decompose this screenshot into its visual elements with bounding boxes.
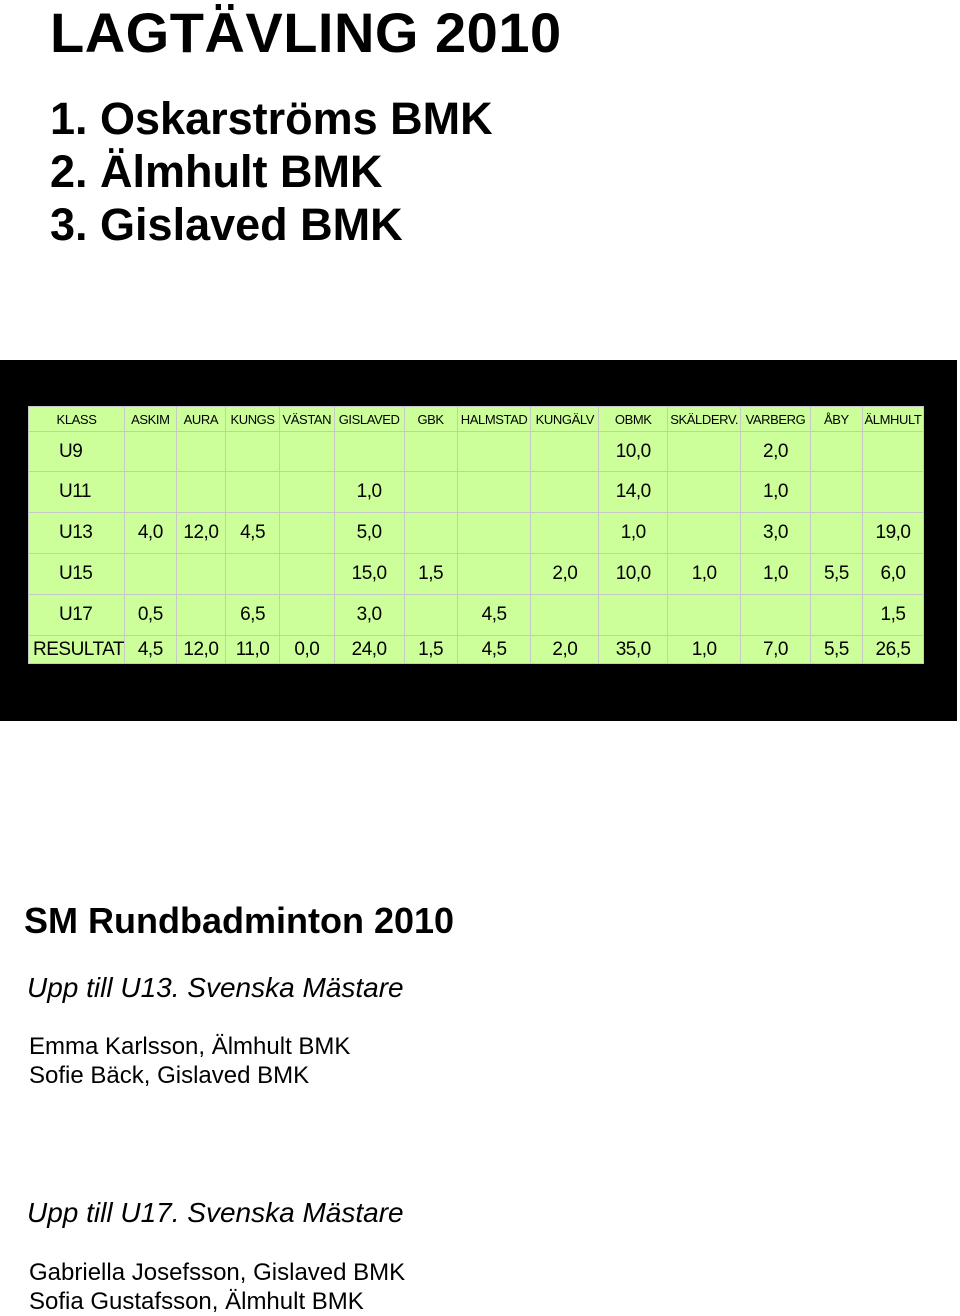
table-row-u9: [29, 432, 924, 472]
table-cell: [531, 472, 599, 513]
table-cell: [125, 472, 177, 513]
table-cell: [279, 472, 334, 513]
list-item: Sofie Bäck, Gislaved BMK: [29, 1062, 310, 1089]
column-header-vastan: VÄSTAN: [279, 407, 334, 432]
table-cell: [226, 472, 280, 513]
list-item: Sofia Gustafsson, Älmhult BMK: [29, 1288, 364, 1315]
team-ranking-list: [50, 92, 493, 251]
table-cell: [176, 554, 226, 595]
u13-champions-list: [29, 1032, 350, 1090]
table-cell: [404, 595, 457, 636]
table-cell: [599, 595, 668, 636]
table-cell: 5,5: [810, 554, 862, 595]
table-cell: U13: [29, 513, 125, 554]
u17-champions-heading: Upp till U17. Svenska Mästare: [27, 1197, 404, 1228]
column-header-halmstad: HALMSTAD: [457, 407, 531, 432]
table-header-row: [29, 407, 924, 432]
table-cell: [531, 595, 599, 636]
page-title: LAGTÄVLING 2010: [50, 1, 562, 64]
table-cell: 1,0: [741, 472, 811, 513]
table-cell: 19,0: [863, 513, 924, 554]
table-cell: 3,0: [334, 595, 404, 636]
table-cell: [279, 554, 334, 595]
table-cell: [404, 432, 457, 472]
table-row-u15: [29, 554, 924, 595]
table-cell: 35,0: [599, 636, 668, 664]
table-cell: [334, 432, 404, 472]
table-cell: 5,0: [334, 513, 404, 554]
table-cell: [810, 472, 862, 513]
table-row-u11: [29, 472, 924, 513]
table-cell: 1,0: [599, 513, 668, 554]
table-cell: 3,0: [741, 513, 811, 554]
u13-champions-heading: Upp till U13. Svenska Mästare: [27, 972, 404, 1003]
table-cell: [741, 595, 811, 636]
table-cell: [668, 472, 741, 513]
table-cell: RESULTAT: [29, 636, 125, 664]
table-cell: U17: [29, 595, 125, 636]
table-cell: [176, 432, 226, 472]
ranking-item-1: 1. Oskarströms BMK: [50, 93, 493, 144]
table-cell: 12,0: [176, 636, 226, 664]
table-cell: [226, 554, 280, 595]
table-cell: [279, 513, 334, 554]
table-cell: [226, 432, 280, 472]
table-cell: 11,0: [226, 636, 280, 664]
table-cell: U11: [29, 472, 125, 513]
table-cell: [457, 513, 531, 554]
table-cell: 4,5: [125, 636, 177, 664]
table-cell: U9: [29, 432, 125, 472]
list-item: Emma Karlsson, Älmhult BMK: [29, 1033, 351, 1060]
table-cell: 10,0: [599, 432, 668, 472]
table-cell: 24,0: [334, 636, 404, 664]
table-cell: [668, 513, 741, 554]
table-cell: 0,5: [125, 595, 177, 636]
table-cell: 1,5: [404, 554, 457, 595]
table-cell: 26,5: [863, 636, 924, 664]
table-cell: 4,5: [226, 513, 280, 554]
table-cell: [531, 513, 599, 554]
table-cell: [176, 472, 226, 513]
column-header-almhult: ÄLMHULT: [863, 407, 924, 432]
column-header-gbk: GBK: [404, 407, 457, 432]
table-cell: 7,0: [741, 636, 811, 664]
table-cell: 15,0: [334, 554, 404, 595]
table-cell: [668, 595, 741, 636]
table-cell: 10,0: [599, 554, 668, 595]
table-cell: 2,0: [531, 554, 599, 595]
table-cell: [863, 432, 924, 472]
ranking-item-2: 2. Älmhult BMK: [50, 146, 383, 197]
table-cell: 14,0: [599, 472, 668, 513]
table-cell: 1,5: [863, 595, 924, 636]
table-cell: 6,0: [863, 554, 924, 595]
table-cell: [404, 513, 457, 554]
table-cell: [810, 595, 862, 636]
table-cell: [125, 554, 177, 595]
column-header-skalderv: SKÄLDERV.: [668, 407, 741, 432]
table-cell: [125, 432, 177, 472]
table-cell: [279, 595, 334, 636]
table-cell: 1,0: [668, 554, 741, 595]
table-row-resultat: [29, 636, 924, 664]
table-cell: 1,0: [334, 472, 404, 513]
table-cell: 2,0: [741, 432, 811, 472]
column-header-varberg: VARBERG: [741, 407, 811, 432]
results-table-panel: [0, 360, 957, 721]
table-cell: 2,0: [531, 636, 599, 664]
sm-section-title: SM Rundbadminton 2010: [24, 900, 455, 941]
table-cell: 1,0: [741, 554, 811, 595]
table-cell: 0,0: [279, 636, 334, 664]
table-cell: [279, 432, 334, 472]
table-cell: [457, 554, 531, 595]
column-header-kungs: KUNGS: [226, 407, 280, 432]
table-cell: [810, 513, 862, 554]
table-cell: 6,5: [226, 595, 280, 636]
table-cell: [457, 472, 531, 513]
ranking-item-3: 3. Gislaved BMK: [50, 199, 403, 250]
table-cell: 5,5: [810, 636, 862, 664]
list-item: Gabriella Josefsson, Gislaved BMK: [29, 1259, 406, 1286]
table-cell: [668, 432, 741, 472]
table-cell: U15: [29, 554, 125, 595]
table-cell: [863, 472, 924, 513]
table-row-u13: [29, 513, 924, 554]
table-cell: 12,0: [176, 513, 226, 554]
table-cell: [176, 595, 226, 636]
table-cell: [404, 472, 457, 513]
table-cell: 4,0: [125, 513, 177, 554]
column-header-kungalv: KUNGÄLV: [531, 407, 599, 432]
column-header-klass: KLASS: [29, 407, 125, 432]
table-cell: [457, 432, 531, 472]
u17-champions-list: [29, 1258, 405, 1316]
team-results-table: [28, 406, 924, 664]
column-header-askim: ASKIM: [125, 407, 177, 432]
table-cell: [810, 432, 862, 472]
column-header-aura: AURA: [176, 407, 226, 432]
table-cell: 1,5: [404, 636, 457, 664]
table-cell: 4,5: [457, 636, 531, 664]
column-header-aby: ÅBY: [810, 407, 862, 432]
table-cell: 1,0: [668, 636, 741, 664]
column-header-obmk: OBMK: [599, 407, 668, 432]
column-header-gislaved: GISLAVED: [334, 407, 404, 432]
table-cell: 4,5: [457, 595, 531, 636]
table-cell: [531, 432, 599, 472]
table-row-u17: [29, 595, 924, 636]
